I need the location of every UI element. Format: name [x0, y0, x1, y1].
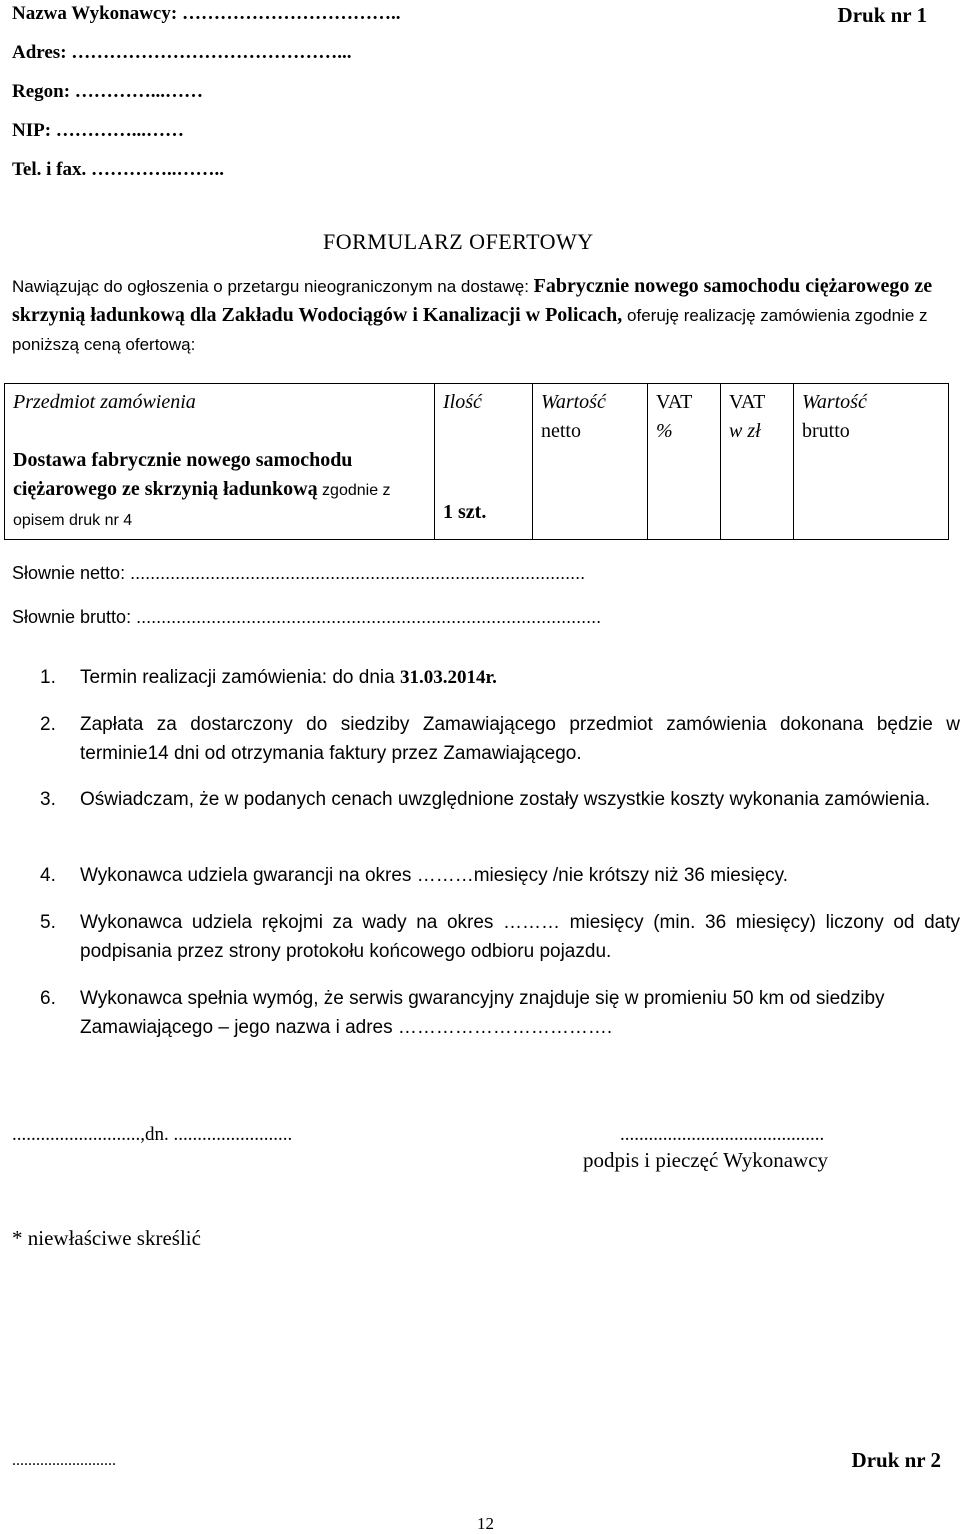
tel-fax-field: Tel. i fax. …………..……..	[12, 159, 224, 180]
header-vat-pct-label-1: VAT	[656, 391, 693, 413]
header-brutto-label-1: Wartość	[802, 391, 867, 413]
footnote: * niewłaściwe skreślić	[12, 1226, 201, 1250]
slownie-brutto: Słownie brutto: .............................................................................................	[12, 607, 602, 627]
row-quantity	[435, 446, 533, 540]
header-ilosc	[435, 384, 533, 446]
header-netto-label-1: Wartość	[541, 391, 606, 413]
list-item	[40, 785, 960, 814]
list-item-text: Wykonawca udziela gwarancji na okres ………miesięcy /nie krótszy niż 36 miesięcy.	[80, 865, 789, 886]
list-item-number: 1.	[40, 667, 56, 688]
header-brutto	[794, 384, 949, 540]
header-vat-zl-label-1: VAT	[729, 391, 766, 413]
header-vat-pct	[648, 384, 721, 540]
nip-field: NIP: …………...……	[12, 120, 185, 141]
form-number-top: Druk nr 1	[837, 3, 927, 27]
intro-paragraph	[12, 272, 942, 359]
list-item-number: 2.	[40, 714, 56, 735]
list-item-number: 3.	[40, 789, 56, 810]
intro-text-subject: Fabrycznie nowego samochodu ciężarowego ze skrzynią ładunkową dla Zakładu Wodociągów i Kanalizacji w Policach,	[12, 275, 933, 326]
list-item-text: Zapłata za dostarczony do siedziby Zamawiającego przedmiot zamówienia dokonana będzie w terminie14 dni od otrzymania faktury przez Zamawiającego.	[80, 714, 960, 764]
slownie-netto: Słownie netto: ...........................................................................................	[12, 563, 586, 583]
row-description-note: zgodnie z opisem druk nr 4	[13, 481, 391, 529]
header-netto-label-2: netto	[541, 420, 581, 442]
header-przedmiot	[5, 384, 435, 446]
signature-label: podpis i pieczęć Wykonawcy	[583, 1148, 829, 1172]
list-item-text: Termin realizacji zamówienia: do dnia	[80, 667, 400, 688]
header-brutto-label-2: brutto	[802, 420, 850, 442]
header-vat-pct-label-2: %	[656, 420, 673, 442]
intro-text-part1: Nawiązując do ogłoszenia o przetargu nieograniczonym na dostawę:	[12, 277, 534, 296]
header-vat-zl-label-2: w zł	[729, 420, 761, 442]
list-item-number: 4.	[40, 865, 56, 886]
form-title: FORMULARZ OFERTOWY	[323, 229, 594, 254]
regon-field: Regon: …………...……	[12, 81, 204, 102]
address-field: Adres: ……………………………………...	[12, 42, 352, 63]
list-item	[40, 663, 960, 692]
header-netto	[533, 384, 648, 540]
page-number: 12	[477, 1514, 494, 1533]
list-item	[40, 908, 960, 966]
list-item-text: Oświadczam, że w podanych cenach uwzględnione zostały wszystkie koszty wykonania zamówienia.	[80, 789, 931, 810]
list-item	[40, 984, 920, 1042]
list-item	[40, 861, 960, 890]
deadline-date: 31.03.2014r.	[399, 667, 497, 688]
row-description	[5, 446, 435, 540]
list-item-number: 6.	[40, 988, 56, 1009]
header-ilosc-label: Ilość	[443, 391, 482, 413]
list-item	[40, 710, 960, 768]
row-description-bold: Dostawa fabrycznie nowego samochodu ciężarowego ze skrzynią ładunkową	[13, 448, 353, 500]
header-vat-zl	[721, 384, 794, 540]
list-item-number: 5.	[40, 912, 56, 933]
list-item-text: Wykonawca spełnia wymóg, że serwis gwarancyjny znajduje się w promieniu 50 km od siedziby Zamawiającego – jego nazwa i adres …………………………….	[80, 988, 885, 1038]
place-date-line: ...........................,dn. .........................	[12, 1124, 293, 1145]
contractor-name-field: Nazwa Wykonawcy: ……………………………..	[12, 3, 401, 24]
intro-text-part3: oferuję realizację zamówienia zgodnie z poniższą ceną ofertową:	[12, 306, 928, 354]
header-przedmiot-label: Przedmiot zamówienia	[13, 391, 196, 413]
form-number-bottom: Druk nr 2	[851, 1448, 941, 1472]
list-item-text: Wykonawca udziela rękojmi za wady na okres ……… miesięcy (min. 36 miesięcy) liczony od daty podpisania przez strony protokołu końcowego odbioru pojazdu.	[80, 912, 960, 962]
signature-dots: ...........................................	[620, 1124, 825, 1145]
footer-dots: ..........................	[12, 1452, 116, 1469]
offer-table	[4, 383, 949, 540]
row-quantity-value: 1 szt.	[443, 500, 487, 523]
